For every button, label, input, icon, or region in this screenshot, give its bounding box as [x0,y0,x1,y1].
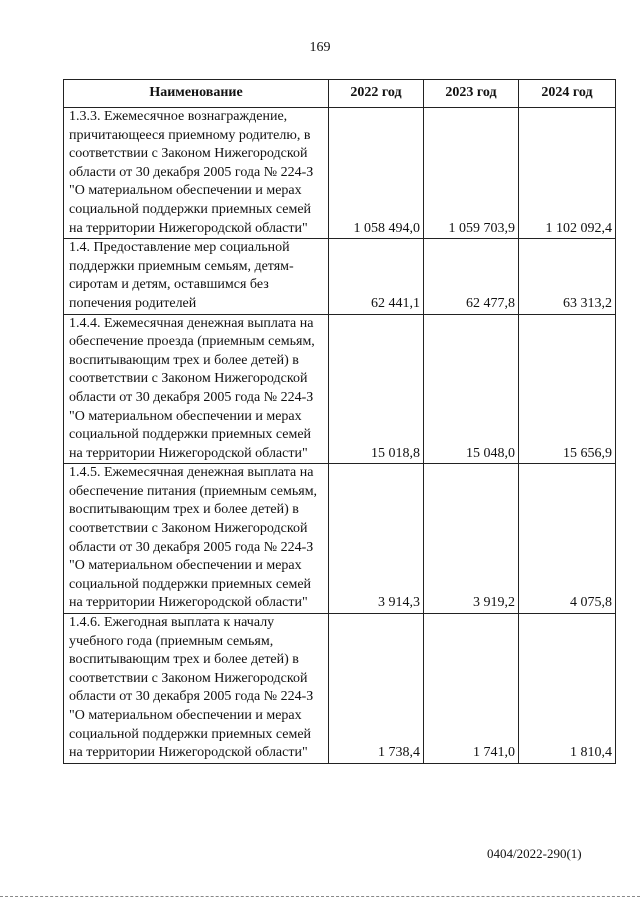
row-value-2022: 1 058 494,0 [329,108,424,239]
row-value-2022: 62 441,1 [329,239,424,314]
row-value-2023: 15 048,0 [424,314,519,464]
page-number: 169 [309,40,331,55]
header-2024: 2024 год [519,80,616,108]
table-row [64,314,616,464]
scan-edge-divider [0,896,640,897]
row-value-2024: 1 102 092,4 [519,108,616,239]
row-value-2023: 1 059 703,9 [424,108,519,239]
row-value-2023: 62 477,8 [424,239,519,314]
row-value-2024: 15 656,9 [519,314,616,464]
table-row [64,614,616,764]
document-code: 0404/2022-290(1) [487,846,582,861]
table-row [64,108,616,239]
header-name: Наименование [64,80,329,108]
row-name: 1.4.6. Ежегодная выплата к началу учебного года (приемным семьям, воспитывающим трех и более детей) в соответствии с Законом Нижегородской области от 30 декабря 2005 года № 224-З "О материальном обеспечении и мерах социальной поддержки приемных семей на территории Нижегородской области" [64,614,329,764]
row-value-2024: 1 810,4 [519,614,616,764]
row-value-2023: 1 741,0 [424,614,519,764]
row-value-2024: 63 313,2 [519,239,616,314]
row-value-2023: 3 919,2 [424,464,519,614]
row-name: 1.4. Предоставление мер социальной поддержки приемным семьям, детям-сиротам и детям, оставшимся без попечения родителей [64,239,329,314]
header-2022: 2022 год [329,80,424,108]
table-header-row [64,80,616,108]
row-value-2022: 1 738,4 [329,614,424,764]
row-value-2022: 3 914,3 [329,464,424,614]
budget-table [63,79,616,764]
row-value-2022: 15 018,8 [329,314,424,464]
header-2023: 2023 год [424,80,519,108]
row-name: 1.3.3. Ежемесячное вознаграждение, причитающееся приемному родителю, в соответствии с Законом Нижегородской области от 30 декабря 2005 года № 224-З "О материальном обеспечении и мерах социальной поддержки приемных семей на территории Нижегородской области" [64,108,329,239]
row-name: 1.4.4. Ежемесячная денежная выплата на обеспечение проезда (приемным семьям, воспитывающим трех и более детей) в соответствии с Законом Нижегородской области от 30 декабря 2005 года № 224-З "О материальном обеспечении и мерах социальной поддержки приемных семей на территории Нижегородской области" [64,314,329,464]
table-row [64,239,616,314]
row-name: 1.4.5. Ежемесячная денежная выплата на обеспечение питания (приемным семьям, воспитывающим трех и более детей) в соответствии с Законом Нижегородской области от 30 декабря 2005 года № 224-З "О материальном обеспечении и мерах социальной поддержки приемных семей на территории Нижегородской области" [64,464,329,614]
row-value-2024: 4 075,8 [519,464,616,614]
table-row [64,464,616,614]
